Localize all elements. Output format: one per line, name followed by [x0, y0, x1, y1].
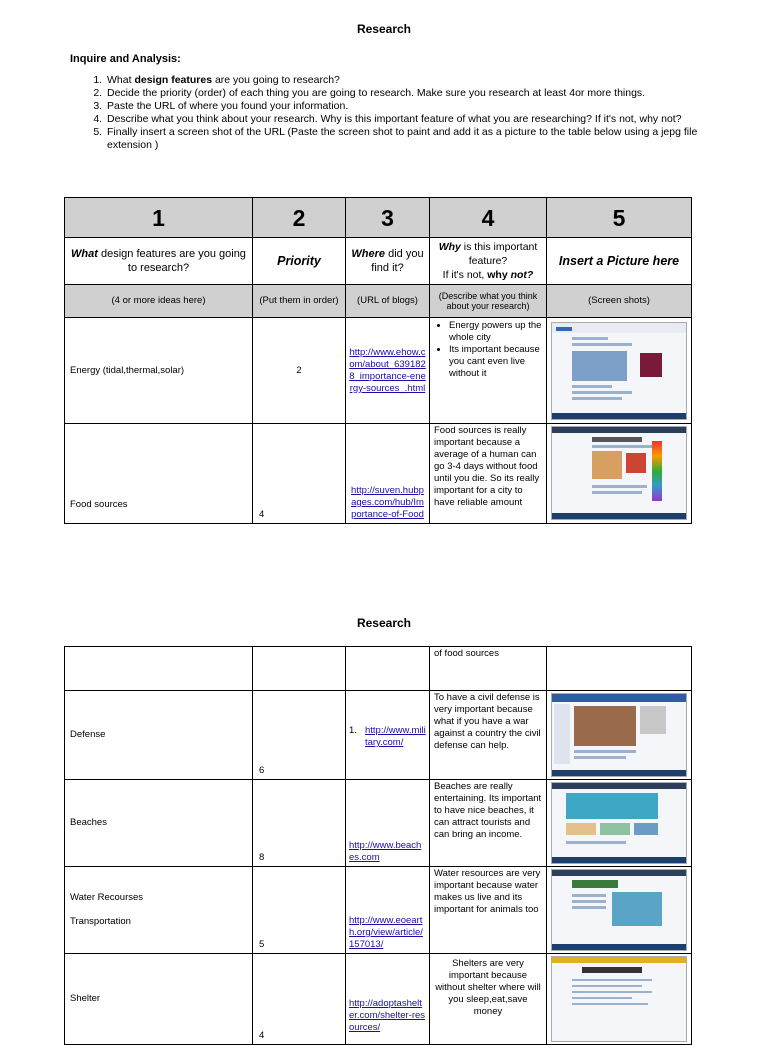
url-link[interactable]: http://adoptashelter.com/shelter-resources/	[349, 998, 426, 1033]
why-cell: Beaches are really entertaining. Its important to have nice beaches, it can attract tourists and can bring an income.	[430, 780, 547, 867]
instructions-list	[70, 74, 735, 152]
screenshot-image	[551, 426, 687, 520]
url-link[interactable]: http://www.eoearth.org/view/article/157013/	[349, 915, 423, 950]
header-why: Why is this important feature? If it's not, why not?	[430, 238, 547, 285]
priority-cell: 5	[253, 867, 346, 954]
url-cell	[346, 691, 430, 780]
table-row	[65, 954, 692, 1045]
table-row	[65, 647, 692, 691]
number-header-row	[65, 198, 692, 238]
priority-cell	[253, 647, 346, 691]
url-cell	[346, 318, 430, 424]
screenshot-cell	[547, 647, 692, 691]
url-cell	[346, 647, 430, 691]
column-number: 3	[346, 198, 430, 238]
screenshot-cell	[547, 424, 692, 524]
header-where: Where did you find it?	[346, 238, 430, 285]
table-row	[65, 318, 692, 424]
screenshot-image	[551, 956, 687, 1042]
url-cell	[346, 424, 430, 524]
priority-cell: 4	[253, 954, 346, 1045]
why-cell: Shelters are very important because without shelter where will you sleep,eat,save money	[430, 954, 547, 1045]
subheader-cell: (Screen shots)	[547, 285, 692, 318]
screenshot-image	[551, 322, 687, 420]
url-cell	[346, 954, 430, 1045]
screenshot-cell	[547, 780, 692, 867]
section-subtitle: Inquire and Analysis:	[70, 53, 181, 65]
why-bullet: • Its important because you cant even live without it	[449, 344, 543, 380]
table-row	[65, 424, 692, 524]
instruction-item: 2. Decide the priority (order) of each thing you are going to research. Make sure you research at least 4or more things.	[105, 87, 735, 100]
screenshot-image	[551, 782, 687, 864]
feature-cell: Beaches	[65, 780, 253, 867]
feature-name: Water Recourses	[70, 892, 144, 903]
feature-cell: Shelter	[65, 954, 253, 1045]
question-header-row	[65, 238, 692, 285]
why-cell: of food sources	[430, 647, 547, 691]
subheader-cell: (4 or more ideas here)	[65, 285, 253, 318]
column-number: 4	[430, 198, 547, 238]
url-link[interactable]: http://www.ehow.com/about_6391828_importance-energy-sources_.html	[349, 346, 426, 394]
priority-cell: 8	[253, 780, 346, 867]
url-cell	[346, 867, 430, 954]
subheader-cell: (Put them in order)	[253, 285, 346, 318]
column-number: 5	[547, 198, 692, 238]
list-number: 1.	[349, 725, 357, 736]
priority-cell: 2	[253, 318, 346, 424]
screenshot-cell	[547, 318, 692, 424]
why-cell: Food sources is really important because a average of a human can go 3-4 days without food until you die. So its really important for a city to have reliable amount	[430, 424, 547, 524]
instruction-item: 1. What design features are you going to research?	[105, 74, 735, 87]
feature-cell	[65, 647, 253, 691]
priority-cell: 6	[253, 691, 346, 780]
why-bullet: • Energy powers up the whole city	[449, 320, 543, 344]
table-row	[65, 780, 692, 867]
feature-cell	[65, 867, 253, 954]
feature-cell: Defense	[65, 691, 253, 780]
table-row	[65, 691, 692, 780]
url-link[interactable]: http://www.beaches.com	[349, 840, 422, 863]
why-cell: To have a civil defense is very important because what if you have a war against a country the civil defense can help.	[430, 691, 547, 780]
page-title: Research	[356, 22, 412, 36]
subheader-cell: (URL of blogs)	[346, 285, 430, 318]
table-row	[65, 867, 692, 954]
instruction-item: 3. Paste the URL of where you found your information.	[105, 100, 735, 113]
screenshot-image	[551, 693, 687, 777]
research-table-continued	[64, 646, 692, 1045]
column-number: 2	[253, 198, 346, 238]
feature-cell: Food sources	[65, 424, 253, 524]
research-table	[64, 197, 692, 524]
priority-cell: 4	[253, 424, 346, 524]
header-what: What design features are you going to research?	[65, 238, 253, 285]
column-number: 1	[65, 198, 253, 238]
page-title: Research	[356, 616, 412, 630]
screenshot-cell	[547, 954, 692, 1045]
url-link[interactable]: http://www.military.com/	[365, 725, 426, 748]
why-cell	[430, 318, 547, 424]
screenshot-image	[551, 869, 687, 951]
feature-cell: Energy (tidal,thermal,solar)	[65, 318, 253, 424]
screenshot-cell	[547, 691, 692, 780]
subheader-row	[65, 285, 692, 318]
feature-name: Transportation	[70, 916, 131, 927]
why-cell: Water resources are very important because water makes us live and its important for animals too	[430, 867, 547, 954]
url-cell	[346, 780, 430, 867]
header-priority: Priority	[253, 238, 346, 285]
url-link[interactable]: http://suven.hubpages.com/hub/Importance-of-Food	[351, 485, 424, 520]
instruction-item: 4. Describe what you think about your research. Why is this important feature of what you are researching? If it's not, why not?	[105, 113, 735, 126]
subheader-cell: (Describe what you think about your research)	[430, 285, 547, 318]
instruction-item: 5. Finally insert a screen shot of the URL (Paste the screen shot to paint and add it as a picture to the table below using a jepg file extension )	[105, 126, 735, 152]
header-picture: Insert a Picture here	[547, 238, 692, 285]
screenshot-cell	[547, 867, 692, 954]
